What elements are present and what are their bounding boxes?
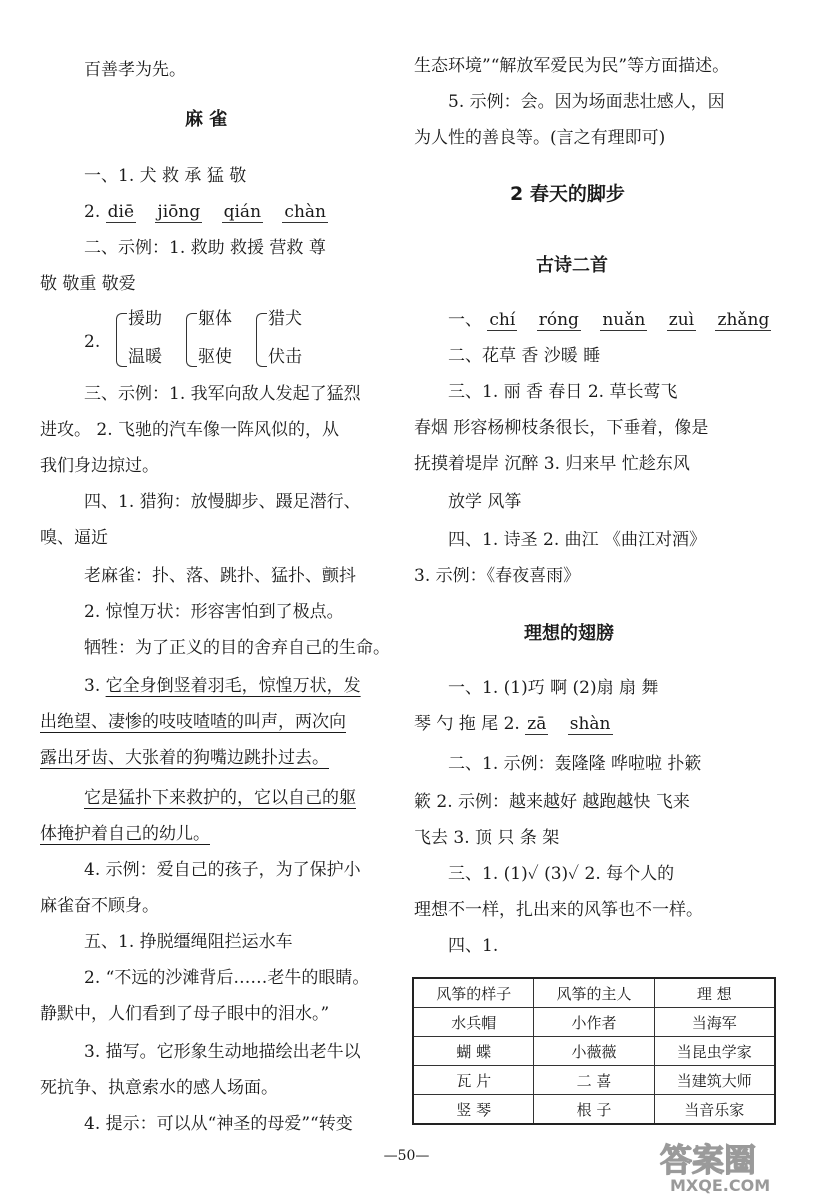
brace-glyph	[116, 313, 127, 367]
text-line: 四、1. 诗圣 2. 曲江 《曲江对酒》	[448, 530, 707, 550]
table-cell: 当建筑大师	[654, 1066, 775, 1095]
text-line: 3. 描写。它形象生动地描绘出老牛以	[84, 1042, 361, 1062]
text-line: 4. 示例：爱自己的孩子，为了保护小	[84, 860, 361, 880]
brace-word: 温暖	[128, 347, 162, 367]
brace-word: 躯体	[198, 309, 232, 329]
section-title-maque: 麻 雀	[185, 109, 228, 130]
table-header-row	[413, 978, 775, 1008]
text-line: 五、1. 挣脱缰绳阻拦运水车	[84, 932, 293, 952]
table-row	[413, 1037, 775, 1066]
text-line: 三、1. (1)✓ (3)✓ 2. 每个人的	[448, 864, 675, 884]
text-line: 四、1. 猎狗：放慢脚步、蹑足潜行、	[84, 492, 361, 512]
table-cell: 当昆虫学家	[654, 1037, 775, 1066]
text-line: 进攻。 2. 飞驰的汽车像一阵风似的，从	[40, 420, 340, 440]
table-header: 风筝的主人	[534, 978, 654, 1008]
underlined-text: 它全身倒竖着羽毛，惊惶万状，发	[105, 676, 361, 696]
table-cell: 根 子	[534, 1095, 654, 1125]
kite-ideals-table	[412, 977, 776, 1125]
chapter-title: 2 春天的脚步	[510, 183, 625, 205]
text-line: 嗅、逼近	[40, 528, 108, 548]
text-line: 生态环境”“解放军爱民为民”等方面描述。	[414, 56, 730, 76]
table-row	[413, 1066, 775, 1095]
word-brace-groups	[70, 309, 370, 373]
pinyin-item: nuǎn	[602, 310, 646, 330]
text-line: 我们身边掠过。	[40, 456, 159, 476]
text-line: 一、1. (1)巧 啊 (2)扇 扇 舞	[448, 678, 659, 698]
section-title-lixiang: 理想的翅膀	[524, 623, 614, 644]
text-line: 一、1. 犬 救 承 猛 敬	[84, 166, 247, 186]
page-number: —50—	[383, 1148, 430, 1164]
text-line: 春烟 形容杨柳枝条很长，下垂着，像是	[414, 418, 709, 438]
section-title-gushi: 古诗二首	[536, 255, 608, 276]
text-line: 簌 2. 示例：越来越好 越跑越快 飞来	[414, 792, 690, 812]
table-cell: 水兵帽	[413, 1008, 534, 1037]
text-line: 二、1. 示例：轰隆隆 哗啦啦 扑簌	[448, 754, 702, 774]
pinyin-line	[448, 308, 785, 332]
pinyin-item: róng	[538, 310, 579, 330]
pinyin-item: zhǎng	[717, 310, 770, 330]
text-line: 5. 示例：会。因为场面悲壮感人，因	[448, 92, 725, 112]
underlined-text: 它是猛扑下来救护的，它以自己的躯	[84, 788, 356, 808]
brace-word: 援助	[128, 309, 162, 329]
text-line: 三、示例：1. 我军向敌人发起了猛烈	[84, 384, 361, 404]
brace-glyph	[256, 313, 267, 367]
text-line: 2. 惊惶万状：形容害怕到了极点。	[84, 602, 344, 622]
brace-word: 猎犬	[268, 309, 302, 329]
pinyin-line	[84, 200, 342, 224]
text-line: 牺牲：为了正义的目的舍弃自己的生命。	[84, 638, 390, 658]
brace-glyph	[186, 313, 197, 367]
brace-word: 驱使	[198, 347, 232, 367]
pinyin-line	[414, 712, 627, 736]
table-cell: 蝴 蝶	[413, 1037, 534, 1066]
pinyin-item: jiōng	[157, 202, 201, 222]
text-line: 抚摸着堤岸 沉醉 3. 归来早 忙趁东风	[414, 454, 690, 474]
table-cell: 小薇薇	[534, 1037, 654, 1066]
underlined-text: 露出牙齿、大张着的狗嘴边跳扑过去。	[40, 748, 329, 768]
underlined-text: 体掩护着自己的幼儿。	[40, 824, 210, 844]
text-line: 为人性的善良等。(言之有理即可)	[414, 128, 666, 148]
pinyin-item: chí	[489, 310, 516, 330]
text-line: 静默中，人们看到了母子眼中的泪水。”	[40, 1004, 330, 1024]
table-cell: 当海军	[654, 1008, 775, 1037]
watermark-logo	[656, 1135, 806, 1195]
item-number: 2.	[84, 332, 101, 352]
table-header: 风筝的样子	[413, 978, 534, 1008]
text-line: 百善孝为先。	[84, 60, 186, 80]
text-line: 死抗争、执意索水的感人场面。	[40, 1078, 278, 1098]
table-row	[413, 1008, 775, 1037]
text-line: 四、1.	[448, 936, 499, 956]
text-line: 放学 风筝	[448, 492, 522, 512]
table-cell: 竖 琴	[413, 1095, 534, 1125]
text-line: 二、示例：1. 救助 救援 营救 尊	[84, 238, 326, 258]
text-line: 飞去 3. 顶 只 条 架	[414, 828, 560, 848]
table-cell: 当音乐家	[654, 1095, 775, 1125]
pinyin-item: chàn	[284, 202, 326, 222]
pinyin-item: shàn	[569, 714, 611, 734]
table-cell: 二 喜	[534, 1066, 654, 1095]
table-cell: 小作者	[534, 1008, 654, 1037]
table-row	[413, 1095, 775, 1125]
table-header: 理 想	[654, 978, 775, 1008]
watermark-subtext: MXQE.COM	[670, 1176, 771, 1195]
underlined-text: 出绝望、凄惨的吱吱喳喳的叫声，两次向	[40, 712, 346, 732]
pinyin-item: zā	[527, 714, 547, 734]
item-number: 2.	[84, 202, 106, 222]
text-line: 二、花草 香 沙暖 睡	[448, 346, 601, 366]
text-line: 理想不一样，扎出来的风筝也不一样。	[414, 900, 703, 920]
text-line: 3. 示例：《春夜喜雨》	[414, 566, 581, 586]
pinyin-item: diē	[107, 202, 135, 222]
text-line: 4. 提示：可以从“神圣的母爱”“转变	[84, 1114, 353, 1134]
underlined-line	[84, 674, 361, 698]
text-segment: 琴 勺 拖 尾 2.	[414, 714, 526, 734]
brace-word: 伏击	[268, 347, 302, 367]
text-line: 老麻雀：扑、落、跳扑、猛扑、颤抖	[84, 566, 356, 586]
watermark-text: 答案圈	[660, 1141, 757, 1179]
text-line: 麻雀奋不顾身。	[40, 896, 159, 916]
item-number: 3.	[84, 676, 106, 696]
text-line: 敬 敬重 敬爱	[40, 274, 136, 294]
pinyin-item: zuì	[668, 310, 695, 330]
pinyin-item: qián	[223, 202, 262, 222]
text-line: 2. “不远的沙滩背后……老牛的眼睛。	[84, 968, 370, 988]
text-line: 三、1. 丽 香 春日 2. 草长莺飞	[448, 382, 678, 402]
table-cell: 瓦 片	[413, 1066, 534, 1095]
item-prefix: 一、	[448, 310, 482, 330]
